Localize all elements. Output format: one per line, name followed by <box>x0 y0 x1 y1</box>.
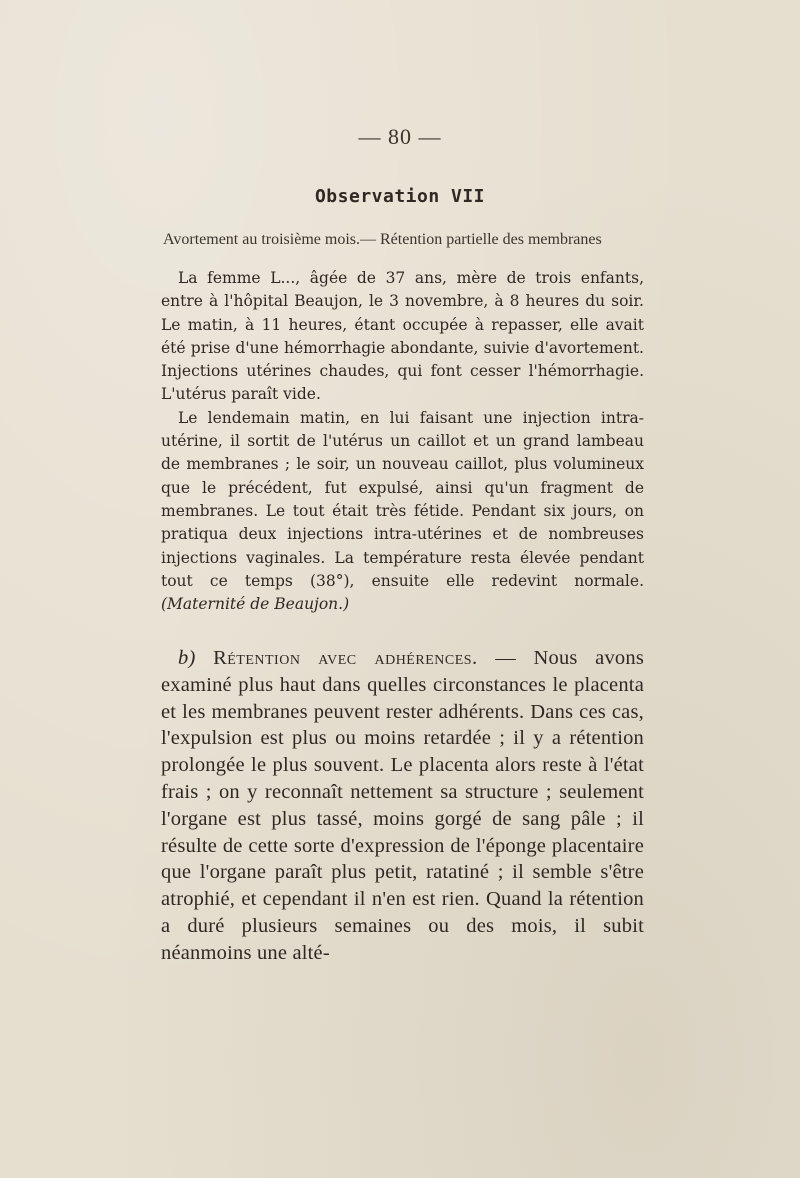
observation-title: Observation VII <box>314 186 486 207</box>
observation-paragraph-2 <box>161 407 644 617</box>
section-b <box>161 645 644 967</box>
section-b-label: b) <box>178 647 196 669</box>
section-b-paragraph <box>161 645 644 967</box>
observation-source: (Maternité de Beaujon.) <box>161 595 350 614</box>
section-b-text: Nous avons examiné plus haut dans quelles circonstances le placenta et les membranes peuvent rester adhérents. Dans ces cas, l'expulsion est plus ou moins retardée ; il y a rétention prolongée le plus souvent. Le placenta alors reste à l'état frais ; on y reconnaît nettement sa structure ; seulement l'organe est plus tassé, moins gorgé de sang pâle ; il résulte de cette sorte d'expression de l'éponge placentaire que l'organe paraît plus petit, ratatiné ; il semble s'être atrophié, et cependant il n'en est rien. Quand la rétention a duré plusieurs semaines ou des mois, il subit néanmoins une alté- <box>161 647 645 964</box>
page-number: — 80 — <box>358 124 442 149</box>
observation-subtitle: Avortement au troisième mois.— Rétention partielle des membranes <box>163 231 602 248</box>
observation-paragraph-1: La femme L..., âgée de 37 ans, mère de trois enfants, entre à l'hôpital Beaujon, le 3 novembre, à 8 heures du soir. Le matin, à 11 heures, étant occupée à repasser, elle avait été prise d'une hémorrhagie abondante, suivie d'avortement. Injections utérines chaudes, qui font cesser l'hémorrhagie. L'utérus paraît vide. <box>161 269 644 404</box>
section-b-heading: Rétention avec adhérences. <box>213 647 478 669</box>
section-b-dash: — <box>495 647 516 669</box>
observation-body <box>161 267 644 616</box>
observation-paragraph-2-text: Le lendemain matin, en lui faisant une injection intra-utérine, il sortit de l'utérus un caillot et un grand lambeau de membranes ; le soir, un nouveau caillot, plus volumineux que le précédent, fut expulsé, ainsi qu'un fragment de membranes. Le tout était très fétide. Pendant six jours, on pratiqua deux injections intra-utérines et de nombreuses injections vaginales. La température resta élevée pendant tout ce temps (38°), ensuite elle redevint normale. <box>161 408 644 590</box>
